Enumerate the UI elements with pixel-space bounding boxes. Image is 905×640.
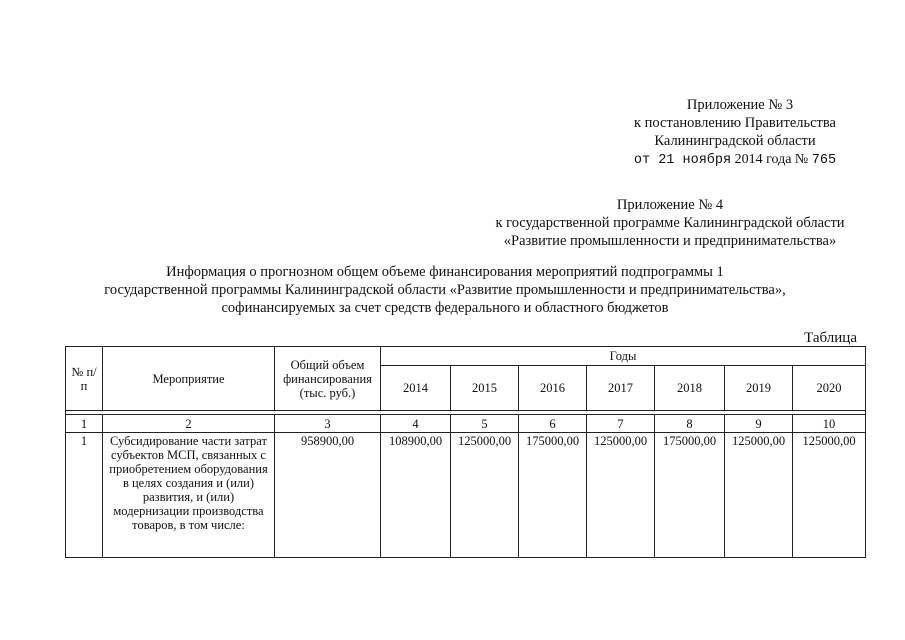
header-years-group: Годы (381, 347, 866, 366)
column-number: 6 (519, 415, 587, 433)
row-value-2017: 125000,00 (587, 433, 655, 558)
column-number: 1 (66, 415, 103, 433)
funding-table (65, 346, 866, 558)
column-number: 7 (587, 415, 655, 433)
appendix3-block (600, 96, 870, 170)
header-year: 2018 (655, 366, 725, 411)
header-year: 2020 (793, 366, 866, 411)
appendix3-date-line (600, 151, 870, 170)
row-value-2019: 125000,00 (725, 433, 793, 558)
row-value-2018: 175000,00 (655, 433, 725, 558)
header-num: № п/п (66, 347, 103, 411)
document-heading (100, 263, 790, 317)
appendix3-date-number: 765 (811, 153, 837, 168)
row-event: Субсидирование части затрат субъектов МСП, связанных с приобретением оборудования в целях создания и (или) развития, и (или) модернизации производства товаров, в том числе: (103, 433, 275, 558)
header-year: 2014 (381, 366, 451, 411)
header-event: Мероприятие (103, 347, 275, 411)
header-year: 2017 (587, 366, 655, 411)
row-num: 1 (66, 433, 103, 558)
appendix4-title: Приложение № 4 (616, 197, 724, 213)
row-value-2015: 125000,00 (451, 433, 519, 558)
column-number: 5 (451, 415, 519, 433)
table-label: Таблица (804, 330, 857, 346)
row-value-2014: 108900,00 (381, 433, 451, 558)
column-number: 3 (275, 415, 381, 433)
column-number: 9 (725, 415, 793, 433)
column-number: 8 (655, 415, 725, 433)
column-number: 2 (103, 415, 275, 433)
row-total: 958900,00 (275, 433, 381, 558)
appendix3-date-prefix: от 21 ноября (633, 153, 732, 168)
appendix4-line3: «Развитие промышленности и предпринимательства» (503, 233, 837, 249)
appendix3-line2: к постановлению Правительства (634, 115, 836, 131)
appendix4-block (470, 196, 870, 250)
header-year: 2015 (451, 366, 519, 411)
row-value-2016: 175000,00 (519, 433, 587, 558)
table-row (66, 433, 866, 558)
column-numbers-row (66, 415, 866, 433)
column-number: 10 (793, 415, 866, 433)
header-year: 2019 (725, 366, 793, 411)
appendix4-line2: к государственной программе Калининградской области (495, 215, 845, 231)
appendix3-date-middle: 2014 года № (734, 152, 809, 167)
appendix3-title: Приложение № 3 (686, 97, 794, 113)
header-year: 2016 (519, 366, 587, 411)
heading-line2: государственной программы Калининградской области «Развитие промышленности и предпринимательства», (104, 282, 786, 298)
heading-line3: софинансируемых за счет средств федерального и областного бюджетов (221, 300, 669, 316)
row-value-2020: 125000,00 (793, 433, 866, 558)
appendix3-line3: Калининградской области (654, 133, 816, 149)
header-total: Общий объем финансирования (тыс. руб.) (275, 347, 381, 411)
heading-line1: Информация о прогнозном общем объеме финансирования мероприятий подпрограммы 1 (166, 264, 724, 280)
column-number: 4 (381, 415, 451, 433)
